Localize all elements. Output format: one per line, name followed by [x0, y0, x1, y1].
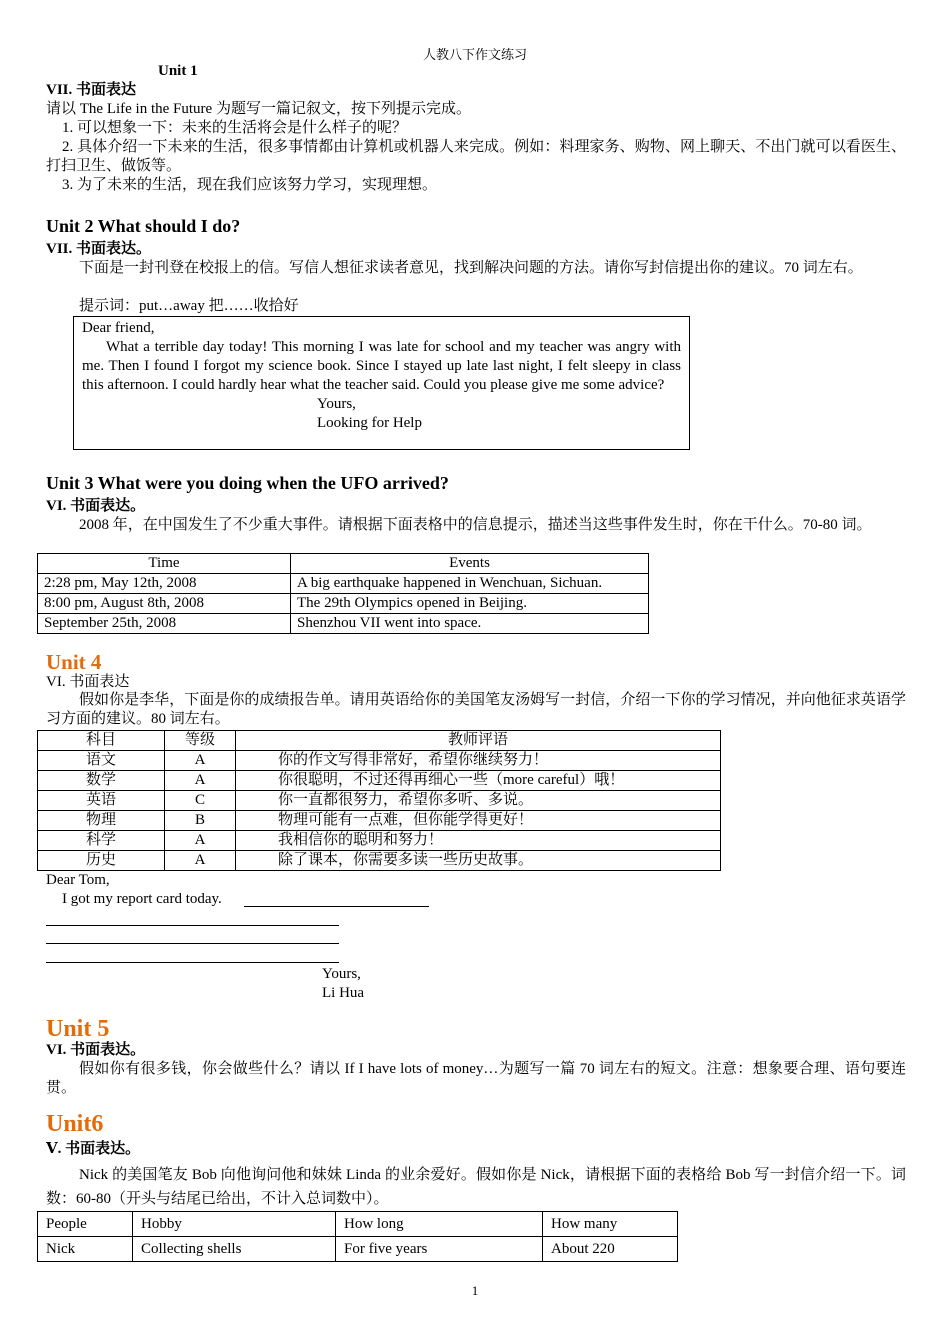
letter-greeting: Dear friend, — [82, 320, 155, 336]
table-header-cell: 科目 — [38, 731, 165, 751]
writing-line[interactable] — [46, 925, 339, 926]
table-row — [38, 811, 721, 831]
table-cell: A — [165, 771, 236, 791]
table-cell: 语文 — [38, 751, 165, 771]
table-header-cell: How many — [543, 1212, 678, 1237]
table-cell: 我相信你的聪明和努力！ — [236, 831, 721, 851]
table-cell: C — [165, 791, 236, 811]
table-cell: A — [165, 831, 236, 851]
unit1-title: Unit 1 — [158, 63, 198, 79]
unit6-section: Ⅴ. 书面表达。 — [46, 1141, 141, 1157]
table-cell: 除了课本，你需要多读一些历史故事。 — [236, 851, 721, 871]
table-row — [38, 614, 649, 634]
table-row — [38, 791, 721, 811]
table-cell: A big earthquake happened in Wenchuan, Sichuan. — [291, 574, 649, 594]
unit5-section: VI. 书面表达。 — [46, 1042, 146, 1058]
unit4-letter-greeting: Dear Tom, — [46, 872, 110, 888]
unit6-title: Unit6 — [46, 1111, 104, 1137]
table-cell: Shenzhou VII went into space. — [291, 614, 649, 634]
writing-line[interactable] — [46, 943, 339, 944]
table-cell: A — [165, 851, 236, 871]
unit2-letter-box — [73, 316, 690, 450]
table-cell: About 220 — [543, 1237, 678, 1262]
unit3-intro: 2008 年，在中国发生了不少重大事件。请根据下面表格中的信息提示，描述当这些事件发生时，你在干什么。70-80 词。 — [79, 517, 872, 533]
table-row — [38, 771, 721, 791]
table-cell: 科学 — [38, 831, 165, 851]
table-cell: A — [165, 751, 236, 771]
table-cell: 8:00 pm, August 8th, 2008 — [38, 594, 291, 614]
unit4-intro: 假如你是李华，下面是你的成绩报告单。请用英语给你的美国笔友汤姆写一封信，介绍一下你的学习情况，并向他征求英语学习方面的建议。80 词左右。 — [46, 692, 906, 727]
table-cell: 你很聪明，不过还得再细心一些（more careful）哦！ — [236, 771, 721, 791]
table-header-cell: Hobby — [133, 1212, 336, 1237]
unit4-closing: Yours, — [322, 966, 361, 982]
table-header-cell: Events — [291, 554, 649, 574]
table-header-cell: How long — [336, 1212, 543, 1237]
page-number: 1 — [471, 1283, 479, 1298]
table-cell: September 25th, 2008 — [38, 614, 291, 634]
unit1-point-3: 3. 为了未来的生活，现在我们应该努力学习，实现理想。 — [62, 177, 438, 193]
writing-line[interactable] — [244, 906, 429, 907]
table-cell: 物理可能有一点难，但你能学得更好！ — [236, 811, 721, 831]
unit6-intro: Nick 的美国笔友 Bob 向他询问他和妹妹 Linda 的业余爱好。假如你是 Nick，请根据下面的表格给 Bob 写一封信介绍一下。词数：60-80（开头与结尾已给出，不计入总词数中）。 — [46, 1167, 906, 1207]
table-row — [38, 851, 721, 871]
table-cell: Collecting shells — [133, 1237, 336, 1262]
unit4-letter-start: I got my report card today. — [62, 891, 222, 907]
table-header-cell: Time — [38, 554, 291, 574]
unit6-table — [37, 1211, 678, 1262]
unit4-title: Unit 4 — [46, 650, 102, 674]
page-header: 人教八下作文练习 — [422, 47, 527, 62]
table-cell: For five years — [336, 1237, 543, 1262]
table-cell: 你一直都很努力，希望你多听、多说。 — [236, 791, 721, 811]
table-cell: 历史 — [38, 851, 165, 871]
table-row — [38, 751, 721, 771]
table-row — [38, 574, 649, 594]
unit2-title: Unit 2 What should I do? — [46, 216, 241, 236]
unit1-point-1: 1. 可以想象一下：未来的生活将会是什么样子的呢？ — [62, 120, 408, 136]
letter-closing: Yours, — [317, 396, 356, 412]
table-header-row — [38, 1212, 678, 1237]
letter-body: What a terrible day today! This morning I was late for school and my teacher was angry with me. Then I found I forgot my science book. Since I stayed up late last night, I felt sleepy in class this afternoon. I could hardly hear what the teacher said. Could you please give me some advice? — [82, 339, 681, 393]
unit2-hint: 提示词：put…away 把……收拾好 — [79, 298, 299, 314]
unit4-table — [37, 730, 721, 871]
table-header-cell: 等级 — [165, 731, 236, 751]
unit4-section: VI. 书面表达 — [46, 674, 130, 690]
unit3-title: Unit 3 What were you doing when the UFO arrived? — [46, 473, 449, 493]
unit2-section: VII. 书面表达。 — [46, 241, 152, 257]
letter-signature: Looking for Help — [317, 415, 422, 431]
unit1-intro: 请以 The Life in the Future 为题写一篇记叙文，按下列提示完成。 — [46, 101, 471, 117]
table-header-cell: 教师评语 — [236, 731, 721, 751]
table-cell: Nick — [38, 1237, 133, 1262]
unit1-section: VII. 书面表达 — [46, 82, 137, 98]
table-cell: 2:28 pm, May 12th, 2008 — [38, 574, 291, 594]
table-cell: 你的作文写得非常好，希望你继续努力！ — [236, 751, 721, 771]
unit3-section: VI. 书面表达。 — [46, 498, 146, 514]
unit3-table — [37, 553, 649, 634]
table-row — [38, 1237, 678, 1262]
unit5-title: Unit 5 — [46, 1016, 110, 1042]
table-cell: 物理 — [38, 811, 165, 831]
table-cell: B — [165, 811, 236, 831]
unit4-signature: Li Hua — [322, 985, 365, 1001]
unit1-point-2: 2. 具体介绍一下未来的生活，很多事情都由计算机或机器人来完成。例如：料理家务、购物、网上聊天、不出门就可以看医生、打扫卫生、做饭等。 — [46, 139, 906, 174]
table-cell: 英语 — [38, 791, 165, 811]
table-cell: 数学 — [38, 771, 165, 791]
table-cell: The 29th Olympics opened in Beijing. — [291, 594, 649, 614]
table-row — [38, 831, 721, 851]
unit5-intro: 假如你有很多钱，你会做些什么？请以 If I have lots of money…为题写一篇 70 词左右的短文。注意：想象要合理、语句要连贯。 — [46, 1061, 906, 1096]
table-header-row — [38, 731, 721, 751]
writing-line[interactable] — [46, 962, 339, 963]
table-row — [38, 594, 649, 614]
unit2-intro: 下面是一封刊登在校报上的信。写信人想征求读者意见，找到解决问题的方法。请你写封信提出你的建议。70 词左右。 — [79, 260, 863, 276]
table-header-row — [38, 554, 649, 574]
table-header-cell: People — [38, 1212, 133, 1237]
